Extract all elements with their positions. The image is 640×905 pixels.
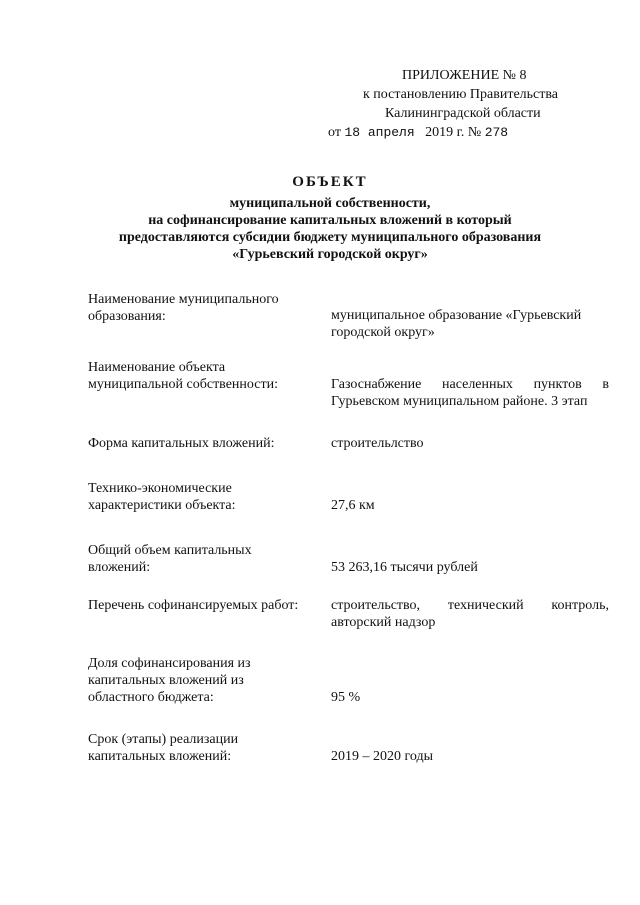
heading-line: предоставляются субсидии бюджету муниципального образования — [118, 230, 542, 245]
document-title: ОБЪЕКТ — [292, 174, 368, 190]
detail-label: Технико-экономические характеристики объекта: — [88, 481, 236, 513]
appendix-date — [300, 123, 600, 142]
detail-value: 27,6 км — [331, 498, 375, 513]
document-heading — [60, 174, 600, 263]
detail-label: Срок (этапы) реализации капитальных вложений: — [88, 732, 239, 764]
detail-label: Доля софинансирования из капитальных вложений из областного бюджета: — [88, 656, 251, 705]
appendix-decree-ref: к постановлению Правительства — [363, 87, 559, 102]
appendix-region: Калининградской области — [385, 106, 541, 121]
detail-label: Перечень софинансируемых работ: — [88, 598, 299, 613]
detail-value: 2019 – 2020 годы — [331, 749, 434, 764]
date-year: 2019 г. № — [425, 125, 482, 140]
detail-label: Общий объем капитальных вложений: — [88, 543, 252, 575]
date-prefix: от — [328, 125, 341, 140]
date-value: 18 апреля — [344, 125, 415, 140]
detail-label: Форма капитальных вложений: — [88, 436, 275, 451]
detail-value: строительлство — [331, 436, 424, 451]
detail-value: 95 % — [331, 690, 361, 705]
detail-value: 53 263,16 тысячи рублей — [331, 560, 478, 575]
heading-line: на софинансирование капитальных вложений в который — [148, 213, 512, 228]
heading-line: «Гурьевский городской округ» — [232, 247, 428, 262]
detail-label: Наименование объекта муниципальной собственности: — [88, 360, 278, 392]
decree-number: 278 — [484, 125, 509, 140]
detail-label: Наименование муниципального образования: — [88, 292, 279, 324]
heading-line: муниципальной собственности, — [229, 196, 431, 211]
appendix-number: ПРИЛОЖЕНИЕ № 8 — [402, 68, 527, 83]
detail-value: Газоснабжение населенных пунктов в Гурьевском муниципальном районе. 3 этап — [331, 377, 609, 409]
appendix-block — [300, 66, 600, 142]
detail-value: муниципальное образование «Гурьевский городской округ» — [331, 308, 582, 340]
detail-value: строительство, технический контроль, авторский надзор — [331, 598, 609, 630]
